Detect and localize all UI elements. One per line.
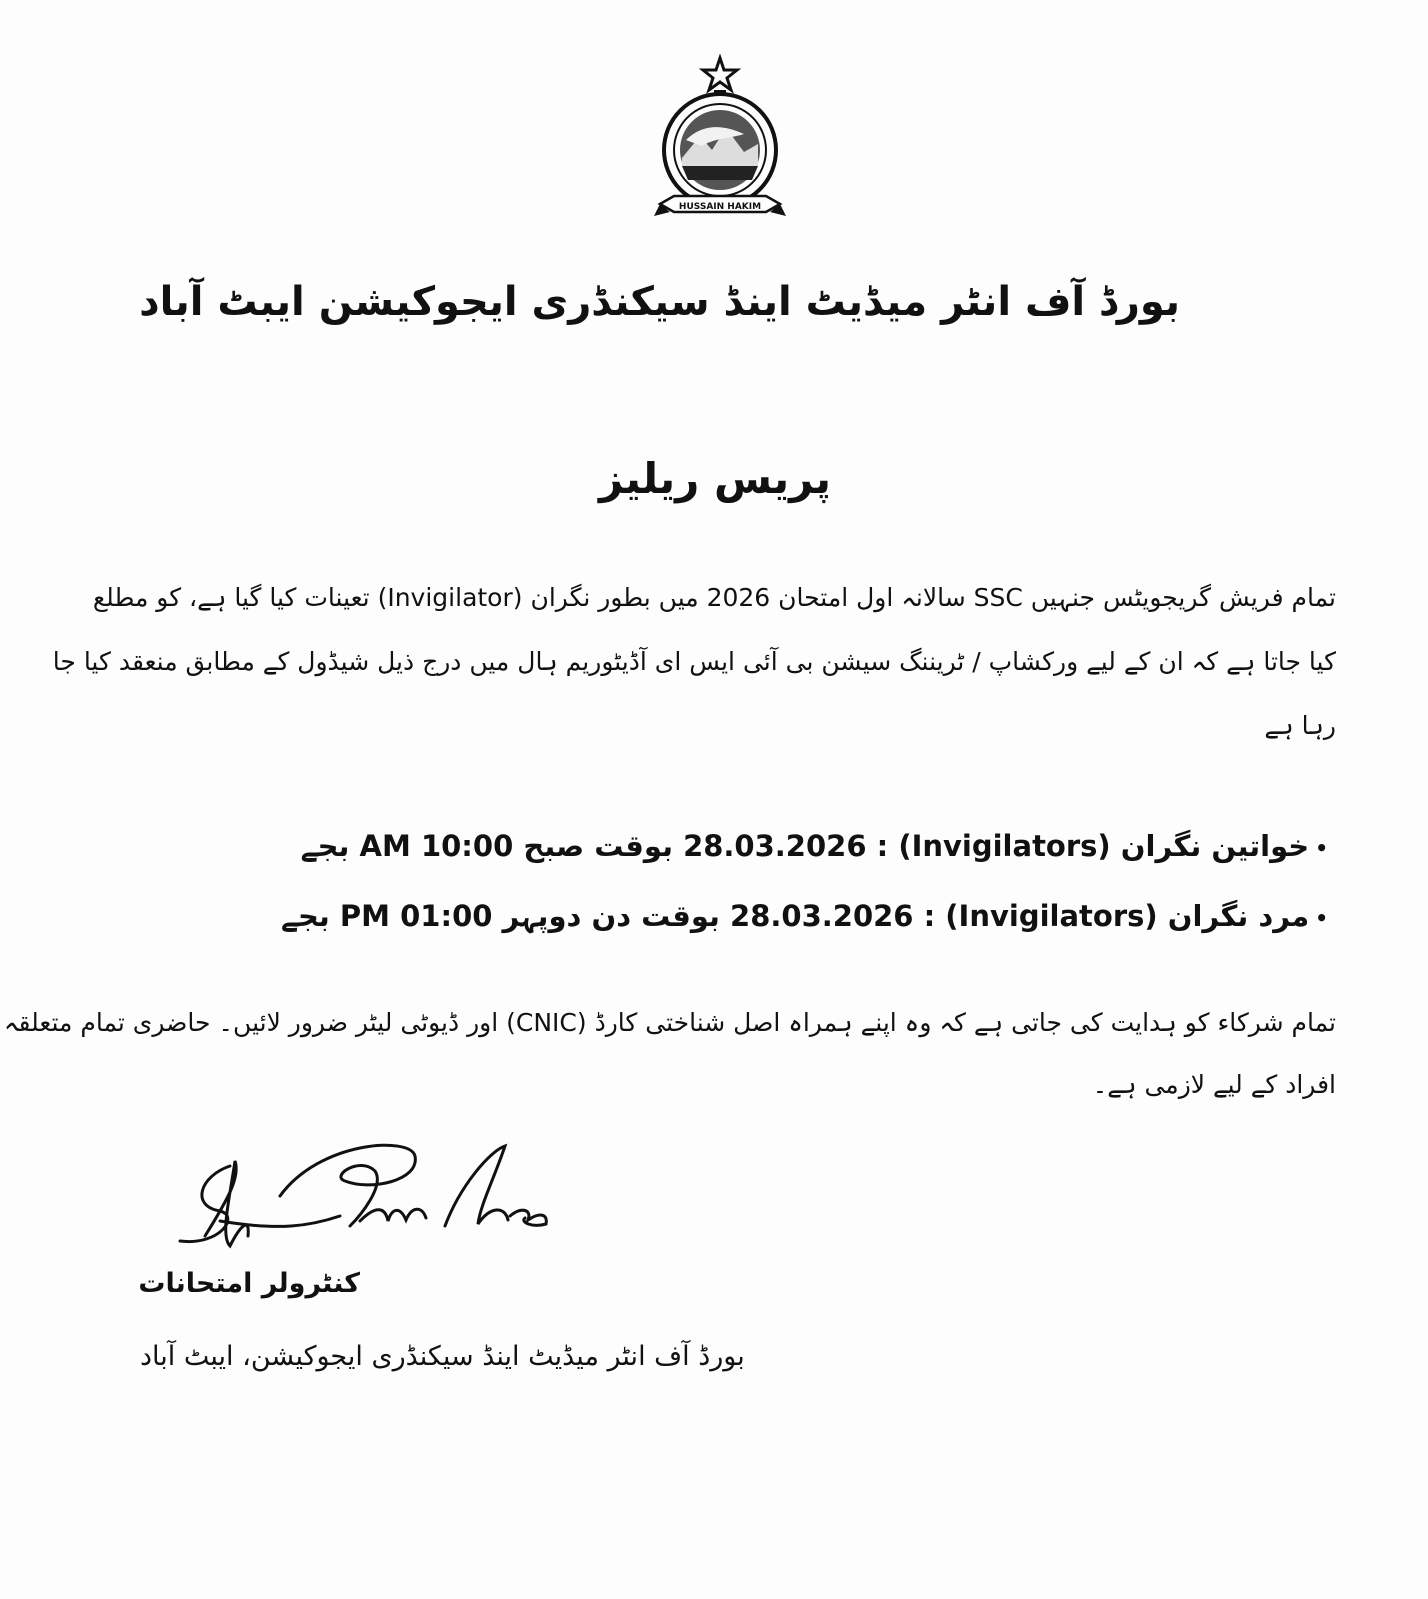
schedule-item-male [280,882,1328,952]
schedule-list [280,812,1328,952]
intro-paragraph [52,566,1336,758]
intro-line: کیا جاتا ہے کہ ان کے لیے ورکشاپ / ٹریننگ سیشن بی آئی ایس ای آڈیٹوریم ہال میں درج ذیل شیڈول کے مطابق منعقد کیا جا [52,647,1336,676]
instructions-line: افراد کے لیے لازمی ہے۔ [1092,1070,1336,1099]
board-emblem-logo [652,54,788,230]
instructions-paragraph [3,992,1336,1116]
intro-line: رہا ہے [1264,711,1336,740]
board-name-footer: بورڈ آف انٹر میڈیٹ اینڈ سیکنڈری ایجوکیشن، ایبٹ آباد [140,1341,745,1372]
schedule-item-text: خواتین نگران (Invigilators) : 28.03.2026 بوقت صبح 10:00 AM بجے [300,829,1310,863]
schedule-item-female [300,812,1328,882]
controller-designation: کنٹرولر امتحانات [138,1268,360,1299]
schedule-item-text: مرد نگران (Invigilators) : 28.03.2026 بوقت دن دوپہر 01:00 PM بجے [280,899,1310,933]
press-release-title: پریس ریلیز [598,454,832,503]
bullet-icon: • [1315,836,1328,860]
emblem-banner-text: HUSSAIN HAKIM [678,202,762,212]
board-title-heading: بورڈ آف انٹر میڈیٹ اینڈ سیکنڈری ایجوکیشن ایبٹ آباد [139,279,1180,325]
bullet-icon: • [1315,906,1328,930]
instructions-line: تمام شرکاء کو ہدایت کی جاتی ہے کہ وہ اپنے ہمراہ اصل شناختی کارڈ (CNIC) اور ڈیوٹی لیٹر ضرور لائیں۔ حاضری تمام متعلقہ [3,1008,1336,1037]
intro-line: تمام فریش گریجویٹس جنہیں SSC سالانہ اول امتحان 2026 میں بطور نگران (Invigilator) تعینات کیا گیا ہے، کو مطلع [92,583,1336,612]
